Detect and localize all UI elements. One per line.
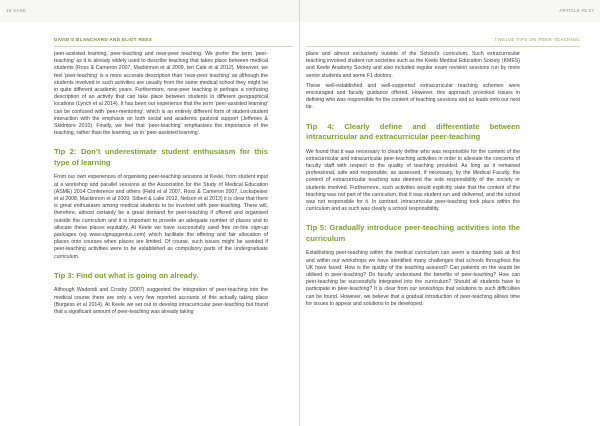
page-folio: 16 SASE bbox=[6, 8, 27, 13]
tip-4-heading: Tip 4: Clearly define and differentiate between intracurricular and extracurricular peer-teaching bbox=[306, 121, 520, 142]
running-head-title: TWELVE TIPS ON PEER-TEACHING bbox=[494, 37, 580, 42]
page-header-band bbox=[0, 0, 299, 22]
body-paragraph: We found that it was necessary to clearly define who was responsible for the content of the extracurricular and intracurricular peer-teaching activities in order to alleviate the concerns of faculty staff with respect to the quality of teaching provided. As long as it remained professional, safe and responsible, as assessed, if necessary, by the Medical Faculty, the content of extracurricular teaching was deemed the sole responsibility of the society or students involved. Furthermore, such activities would explicitly state that the content of the teaching was not part of the curriculum, that it was student run and delivered, and the school was not responsible for it. In contrast, intracurricular peer-teaching took place within the curriculum and as such was clearly a school responsibility. bbox=[306, 148, 520, 213]
right-page bbox=[300, 0, 600, 426]
tip-2-heading: Tip 2: Don’t underestimate student enthusiasm for this type of learning bbox=[54, 147, 268, 167]
body-paragraph: peer-assisted learning, peer-teaching and near-peer teaching. We prefer the term ‘peer-teaching’ as it is already widely used to describe teaching that takes place between medical students (Ross & Cameron 2007, Mackinnon et al 2009, ten Cate et al 2012). Moreover, we feel ‘peer-teaching’ is a more accurate description than ‘near-peer teaching’ as although the students involved in such activities are usually from the same medical school they might be in quite different academic years. Furthermore, near-peer teaching is perhaps a confusing description of an activity that can take place between students in different geographical locations (Lynch et al 2014). It has been our experience that the term ‘peer-assisted learning’ can be confused with ‘peer-mentoring’, which is an entirely different form of student-student interaction with the emphasis on both social and academic pastoral support (Jefferies & Skidmore 2010). Finally, we feel that ‘peer-teaching’ emphasises the importance of the teaching, rather than the learning, as in ‘peer-assisted learning’. bbox=[54, 51, 268, 137]
running-head-authors: DAVID S BLANCHARD AND ELIOT REES bbox=[54, 37, 153, 42]
body-paragraph: From our own experiences of organising peer-teaching sessions at Keele, from student input at a workshop and parallel sessions at the Association for the Study of Medical Education (ASME) 2014 Conference and others (Field et al 2007, Ross & Cameron 2007, Lockspeiser et al 2008, Mackinnon et al 2009, Silbert & Lake 2012, Nelson et al 2013) it is clear that there is great enthusiasm among medical students to be involved with peer-teaching. There will, therefore, almost certainly be a great demand for peer-teaching if offered and organised outside the curriculum and it is important to provide an adequate number of places and to allocate these places equitably. At Keele we have successfully used free on-line sign-up packages (eg www.signupgenius.com) which facilitate the offering and fair allocation of places onto courses when places are limited. Of course, such issues might be avoided if peer-teaching activities were to be established as compulsory parts of the undergraduate curriculum. bbox=[54, 174, 268, 260]
header-rule bbox=[54, 46, 293, 47]
body-paragraph: These well-established and well-supported extracurricular teaching schemes were encouraged and faculty guidance offered. However, this approach provoked issues in defining who was responsible for the content of teaching sessions and so leads onto our next tip. bbox=[306, 82, 520, 111]
page-folio: ARTICLE #5 17 bbox=[559, 8, 594, 13]
page-header-band bbox=[300, 0, 600, 22]
left-text-column bbox=[54, 51, 268, 319]
body-paragraph: Although Wadoodi and Crosby (2007) suggested the integration of peer-teaching into the medical course there are only a very few reported accounts of this actually taking place (Burgess et al 2014). At Keele we set out to develop intracurricular peer-teaching but found that a significant amount of peer-teaching was already taking bbox=[54, 287, 268, 315]
tip-3-heading: Tip 3: Find out what is going on already. bbox=[54, 270, 199, 280]
tip-5-heading: Tip 5: Gradually introduce peer-teaching activities into the curriculum bbox=[306, 223, 520, 243]
header-rule bbox=[306, 46, 580, 47]
body-paragraph: place and almost exclusively outside of the School’s curriculum. Such extracurricular teaching involved student run societies such as the Keele Medical Education Society (KMES) and Keele Anatomy Society and also included regular exam revision sessions run by more senior students and some F1 doctors. bbox=[306, 51, 520, 79]
right-text-column bbox=[306, 51, 520, 311]
body-paragraph: Establishing peer-teaching within the medical curriculum can seem a daunting task at first and within our workshops we have identified many challenges that schools throughout the UK have faced. How is the quality of the teaching assured? Can patients on the wards be utilised in peer-teaching? Do faculty understand the benefits of peer-teaching? How can peer-teaching be successfully integrated into the curriculum? Should all students have to participate in peer-teaching? It is clear from our workshops that solutions to such difficulties can be found. However, we believe that a gradual introduction of peer-teaching allows time for issues to appear and solutions to be developed. bbox=[306, 250, 520, 307]
